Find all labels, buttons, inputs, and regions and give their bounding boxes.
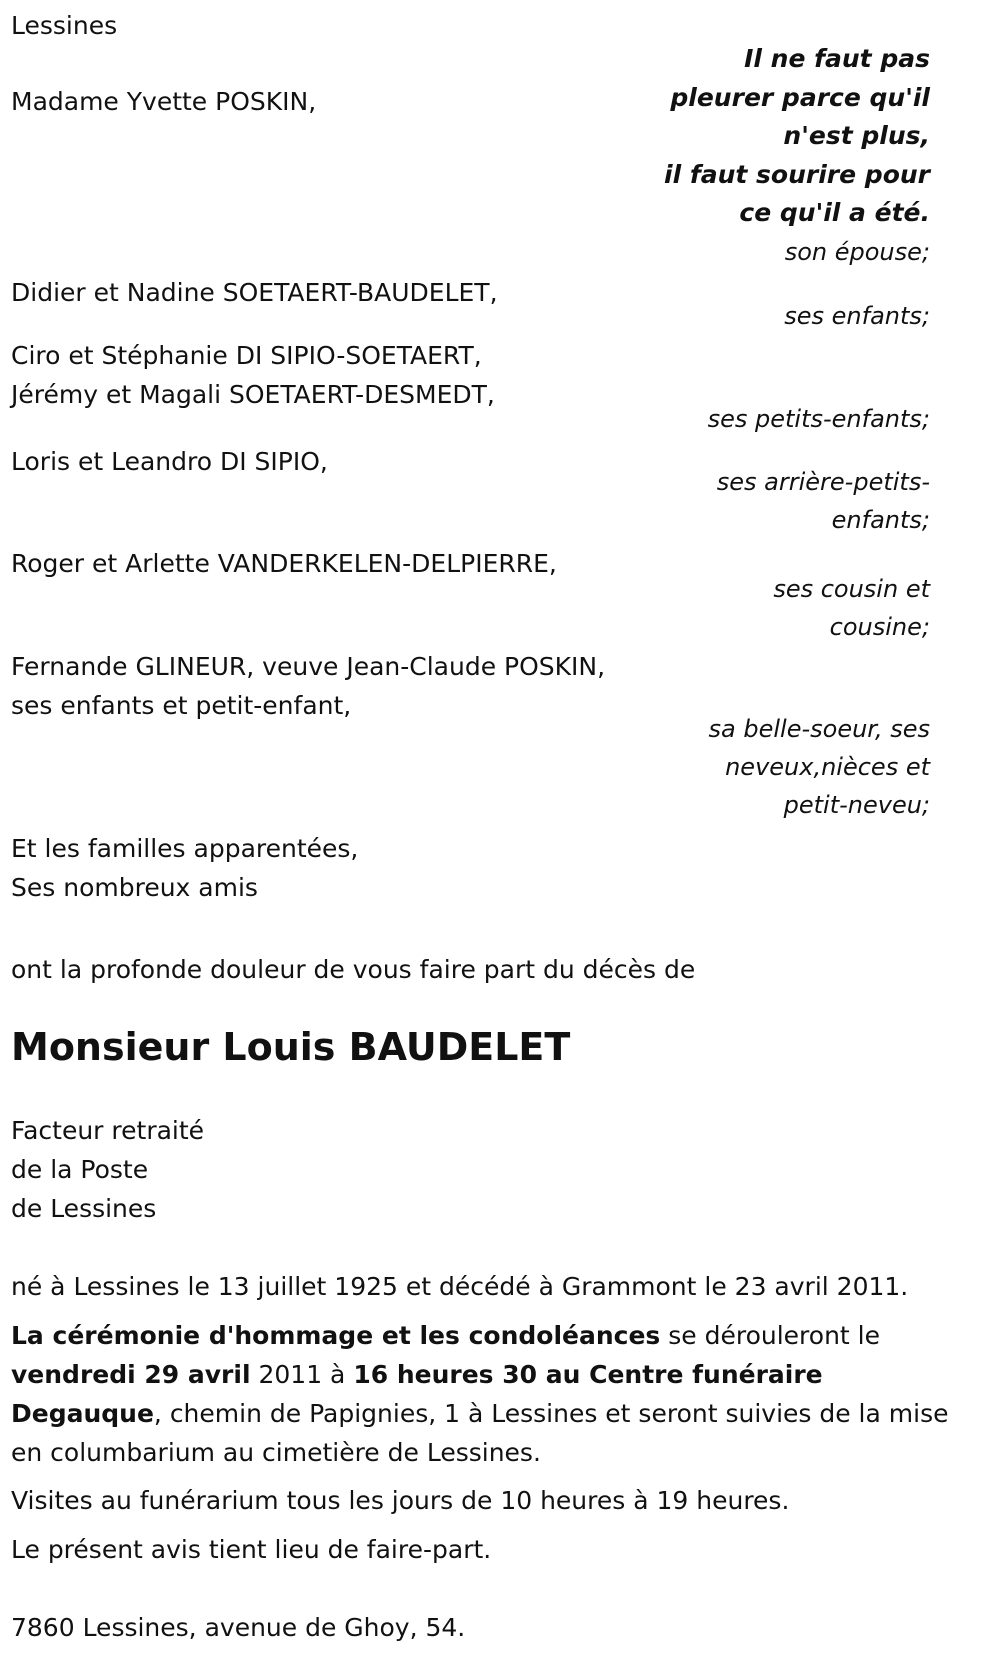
- relation-label: [717, 463, 930, 539]
- quote-line: n'est plus,: [783, 121, 930, 150]
- profession-block: [11, 1111, 204, 1228]
- location-heading: Lessines: [11, 11, 118, 40]
- mourner-name: Loris et Leandro DI SIPIO,: [11, 447, 328, 476]
- ceremony-text: , chemin de Papignies, 1 à Lessines et seront suivies de la mise en columbarium au cimetière de Lessines.: [11, 1399, 949, 1467]
- families-block: [11, 829, 358, 907]
- mourner-name: Madame Yvette POSKIN,: [11, 87, 317, 116]
- relation-line: enfants;: [831, 506, 930, 534]
- address-text: 7860 Lessines, avenue de Ghoy, 54.: [11, 1613, 466, 1642]
- ceremony-date: vendredi 29 avril: [11, 1360, 251, 1389]
- profession-line: de la Poste: [11, 1155, 149, 1184]
- mourner-name: ses enfants et petit-enfant,: [11, 691, 352, 720]
- quote-line: Il ne faut pas: [744, 44, 930, 73]
- relation-line: ses arrière-petits-: [716, 468, 930, 496]
- relation-label: son épouse;: [784, 238, 930, 266]
- ceremony-bold: La cérémonie d'hommage et les condoléances: [11, 1321, 661, 1350]
- quote-line: il faut sourire pour: [664, 159, 930, 189]
- relation-line: cousine;: [829, 613, 930, 641]
- mourner-name: Didier et Nadine SOETAERT-BAUDELET,: [11, 278, 498, 307]
- relation-line: neveux,nièces et: [725, 753, 930, 781]
- birth-death-text: né à Lessines le 13 juillet 1925 et décédé à Grammont le 23 avril 2011.: [11, 1272, 909, 1301]
- ceremony-time-place: 16 heures 30 au Centre funéraire Degauque: [11, 1360, 823, 1428]
- relation-label: [709, 710, 930, 824]
- mourner-names: [11, 336, 495, 414]
- deceased-name: Monsieur Louis BAUDELET: [11, 1025, 571, 1069]
- profession-line: Facteur retraité: [11, 1116, 205, 1145]
- relation-label: ses enfants;: [784, 302, 930, 330]
- families-line: Ses nombreux amis: [11, 873, 258, 902]
- relation-line: ses cousin et: [773, 575, 930, 603]
- relation-label: ses petits-enfants;: [707, 405, 930, 433]
- quote-line: pleurer parce qu'il: [670, 82, 930, 112]
- mourner-names: [11, 647, 605, 725]
- ceremony-text: 2011 à: [250, 1360, 354, 1389]
- mourner-name: Jérémy et Magali SOETAERT-DESMEDT,: [11, 380, 495, 409]
- mourner-name: Ciro et Stéphanie DI SIPIO-SOETAERT,: [11, 341, 482, 370]
- ceremony-paragraph: [11, 1316, 971, 1472]
- quote-line: ce qu'il a été.: [739, 198, 930, 227]
- relation-line: sa belle-soeur, ses: [708, 715, 930, 743]
- ceremony-text: se dérouleront le: [660, 1321, 880, 1350]
- notice-text: Le présent avis tient lieu de faire-part.: [11, 1535, 492, 1564]
- families-line: Et les familles apparentées,: [11, 834, 359, 863]
- relation-label: [773, 570, 930, 646]
- announcement-text: ont la profonde douleur de vous faire part du décès de: [11, 955, 696, 984]
- mourner-name: Fernande GLINEUR, veuve Jean-Claude POSKIN,: [11, 652, 606, 681]
- visits-text: Visites au funérarium tous les jours de 10 heures à 19 heures.: [11, 1486, 790, 1515]
- mourner-name: Roger et Arlette VANDERKELEN-DELPIERRE,: [11, 549, 557, 578]
- quote-block: [664, 40, 930, 233]
- profession-line: de Lessines: [11, 1194, 157, 1223]
- relation-line: petit-neveu;: [783, 791, 930, 819]
